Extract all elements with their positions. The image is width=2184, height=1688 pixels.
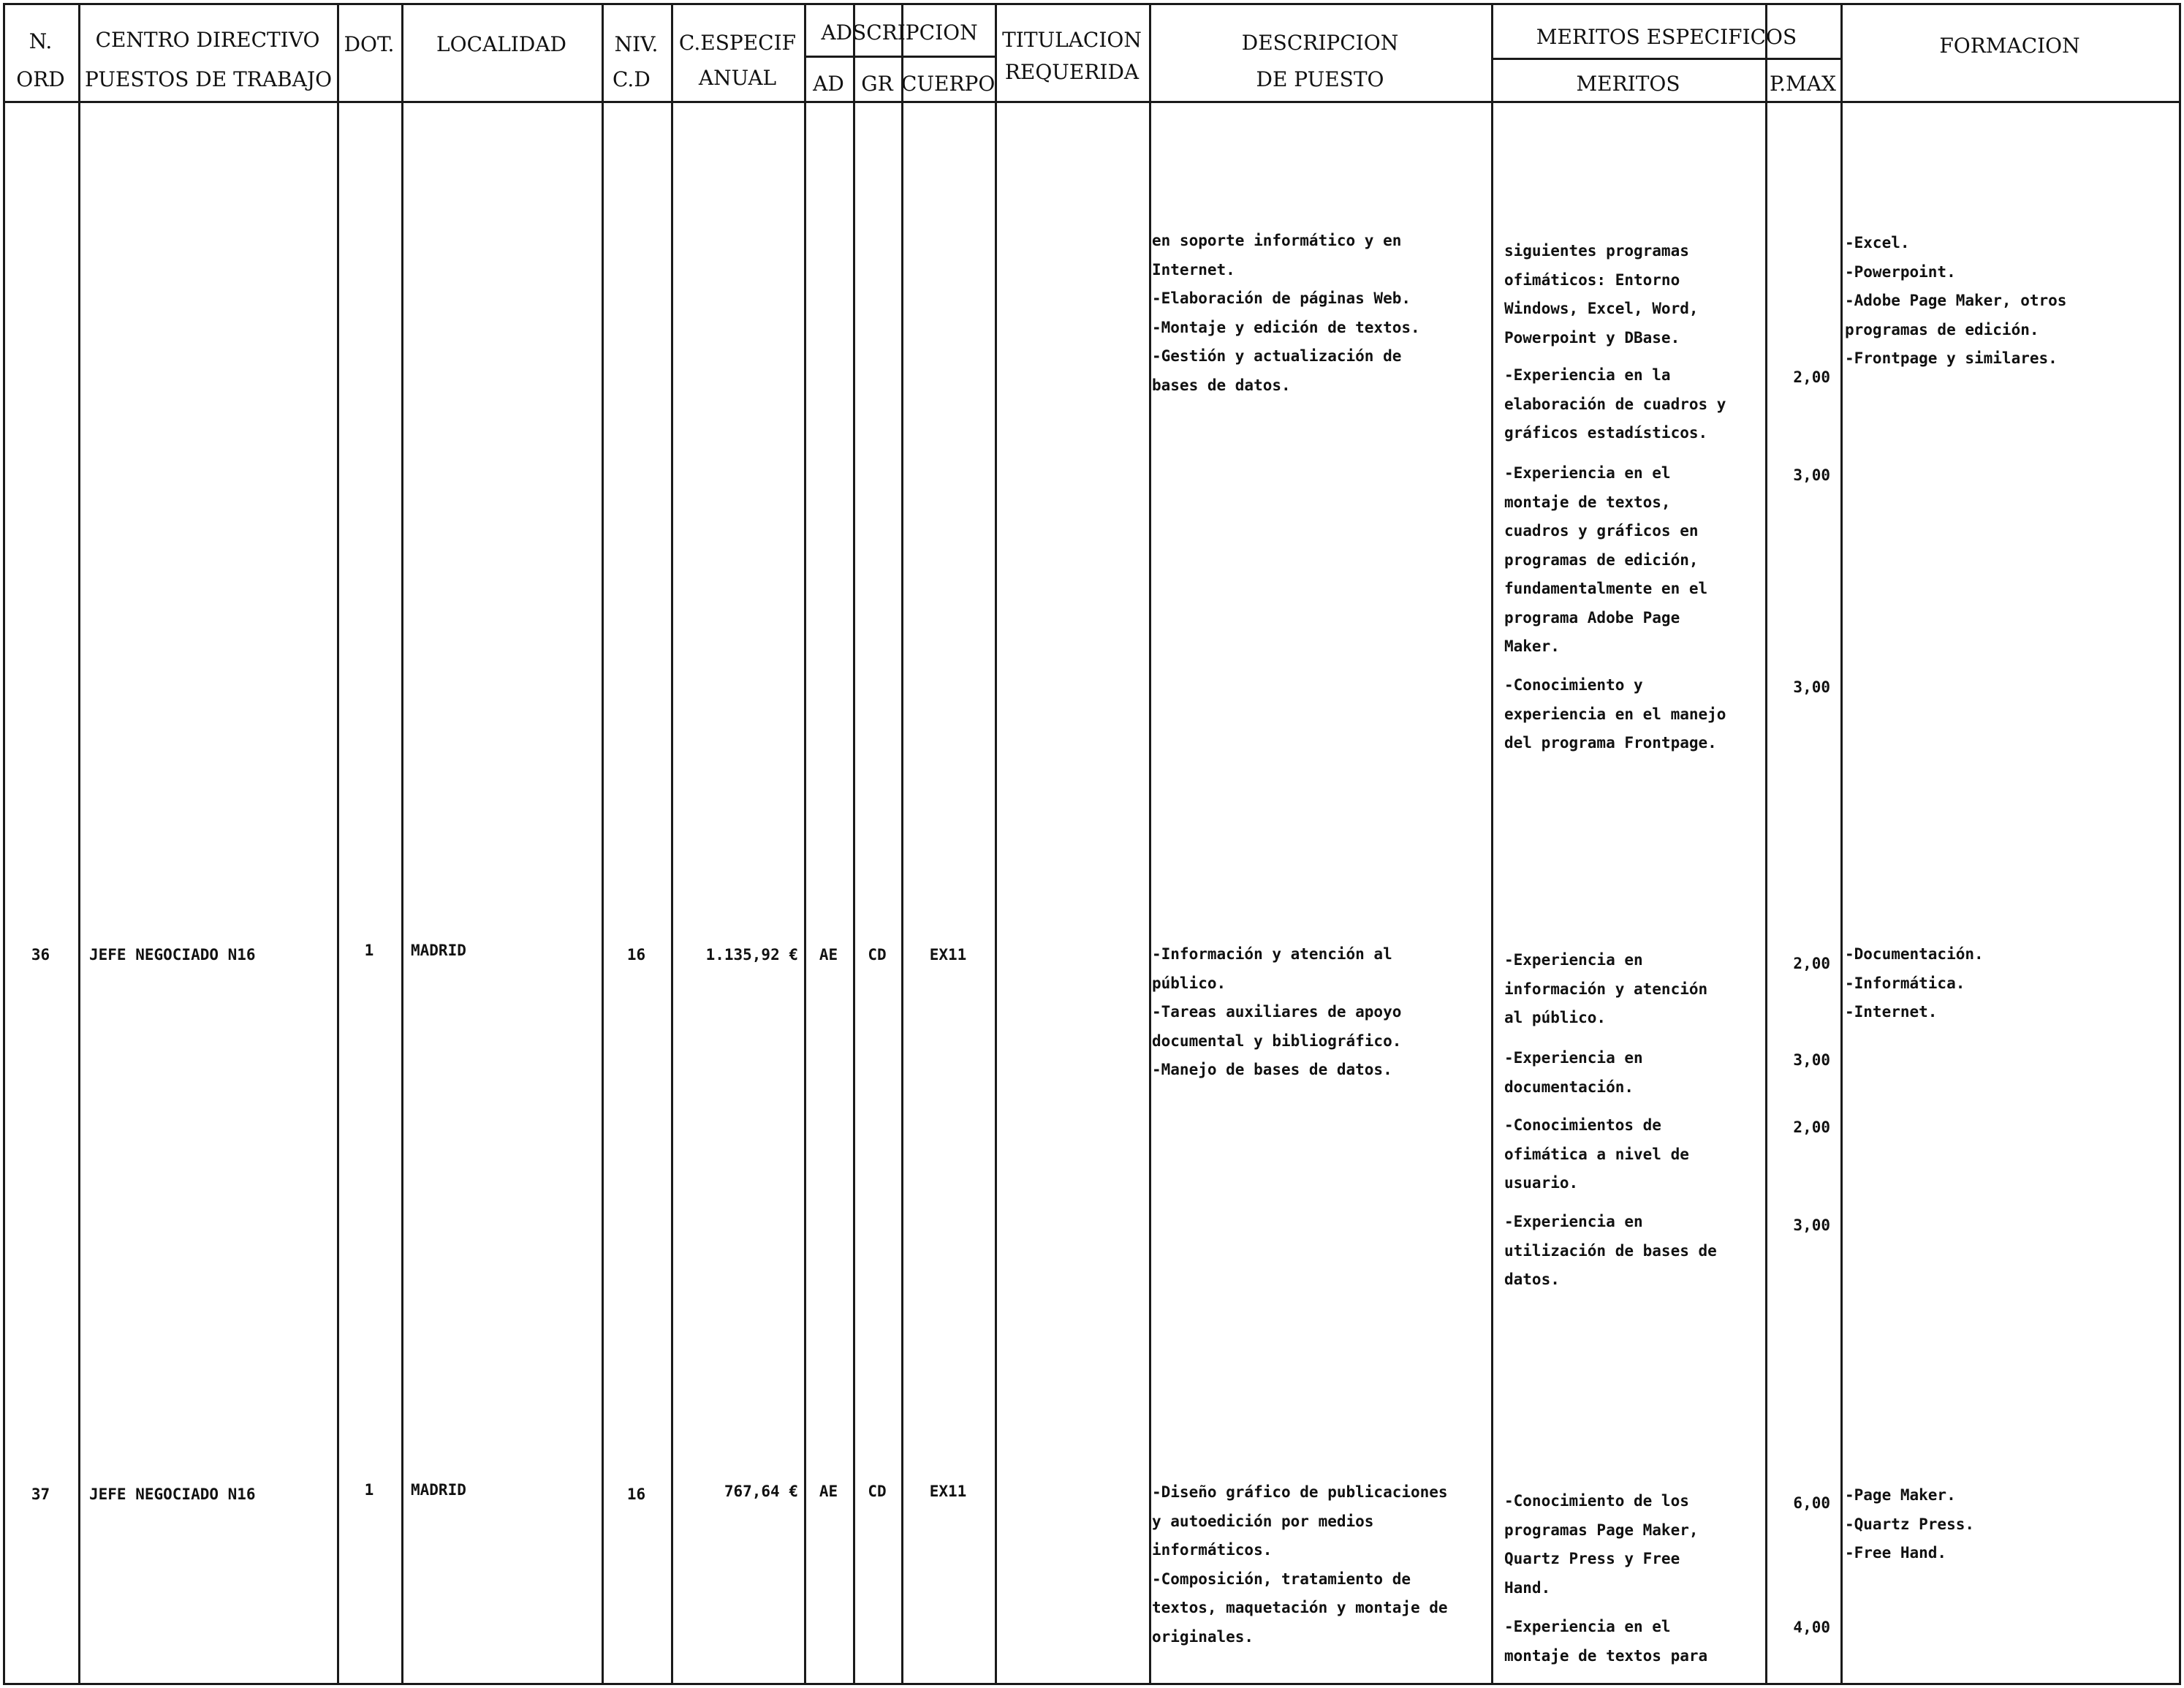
cont-merito: -Experiencia en el montaje de textos, cuadros y gráficos en programas de edición, fundamentalmente en el programa Adobe Page Maker. (1504, 464, 1708, 655)
row-niv: 16 (626, 1485, 646, 1503)
row-merito-pmax: 4,00 (1793, 1619, 1830, 1636)
row-formacion: -Page Maker. -Quartz Press. -Free Hand. (1845, 1486, 1975, 1562)
header-requerida: REQUERIDA (1004, 60, 1140, 84)
header-niv: NIV. (614, 32, 659, 56)
header-anual: ANUAL (698, 66, 777, 90)
col-border (3, 3, 5, 1684)
row-cespecif: 767,64 € (724, 1483, 798, 1500)
header-puestos-trabajo: PUESTOS DE TRABAJO (85, 67, 333, 91)
row-merito: -Experiencia en utilización de bases de datos. (1504, 1213, 1717, 1288)
header-cuerpo: CUERPO (901, 72, 996, 96)
header-localidad: LOCALIDAD (436, 32, 566, 56)
col-border (1840, 3, 1843, 1684)
header-formacion: FORMACION (1939, 34, 2080, 58)
cont-descripcion: en soporte informático y en Internet. -Elaboración de páginas Web. -Montaje y edición de textos. -Gestión y actualización de bases de datos. (1152, 232, 1420, 394)
row-n-ord: 37 (31, 1485, 50, 1503)
header-meritos: MERITOS (1576, 72, 1680, 96)
cont-merito: -Conocimiento y experiencia en el manejo del programa Frontpage. (1504, 676, 1726, 752)
header-gr: GR (861, 72, 893, 96)
header-ord: ORD (16, 67, 65, 91)
header-centro-directivo: CENTRO DIRECTIVO (95, 28, 320, 52)
row-merito-pmax: 3,00 (1793, 1216, 1830, 1234)
row-merito-pmax: 2,00 (1793, 955, 1830, 972)
row-cuerpo: EX11 (929, 946, 967, 964)
row-localidad: MADRID (411, 942, 466, 959)
col-border (1149, 3, 1151, 1684)
header-pmax: P.MAX (1770, 72, 1836, 96)
row-descripcion: -Información y atención al público. -Tareas auxiliares de apoyo documental y bibliográfico. -Manejo de bases de datos. (1152, 945, 1402, 1078)
row-cespecif: 1.135,92 € (705, 946, 798, 964)
row-descripcion: -Diseño gráfico de publicaciones y autoedición por medios informáticos. -Composición, tratamiento de textos, maquetación y montaje de originales. (1152, 1483, 1448, 1646)
adscripcion-sub-border (806, 56, 995, 58)
col-border (602, 3, 604, 1684)
header-n: N. (29, 29, 53, 53)
cont-merito-pmax: 3,00 (1793, 466, 1830, 484)
header-de-puesto: DE PUESTO (1256, 67, 1384, 91)
row-cuerpo: EX11 (929, 1483, 967, 1500)
row-gr: CD (868, 946, 887, 964)
cont-merito: -Experiencia en la elaboración de cuadros y gráficos estadísticos. (1504, 366, 1726, 442)
col-border (671, 3, 673, 1684)
cont-merito-pmax: 3,00 (1793, 678, 1830, 696)
table-bottom-border (3, 1683, 2181, 1685)
col-border (337, 3, 339, 1684)
col-border (78, 3, 80, 1684)
header-meritos-especificos: MERITOS ESPECIFICOS (1536, 25, 1797, 49)
col-border (995, 3, 997, 1684)
row-merito-pmax: 2,00 (1793, 1119, 1830, 1136)
row-localidad: MADRID (411, 1481, 466, 1499)
cont-formacion: -Excel. -Powerpoint. -Adobe Page Maker, otros programas de edición. -Frontpage y similares. (1845, 234, 2067, 367)
row-merito: -Experiencia en información y atención al público. (1504, 951, 1708, 1026)
col-border (401, 3, 403, 1684)
col-border (1491, 3, 1493, 1684)
row-puesto: JEFE NEGOCIADO N16 (89, 1485, 256, 1503)
col-border (901, 3, 903, 1684)
header-descripcion: DESCRIPCION (1241, 31, 1399, 55)
row-merito: -Conocimientos de ofimática a nivel de usuario. (1504, 1116, 1689, 1192)
row-merito: -Experiencia en documentación. (1504, 1049, 1643, 1096)
row-gr: CD (868, 1483, 887, 1500)
row-merito-pmax: 3,00 (1793, 1051, 1830, 1069)
row-niv: 16 (626, 946, 646, 964)
row-dot: 1 (364, 942, 374, 959)
col-border (2179, 3, 2181, 1684)
col-border (804, 3, 806, 1684)
header-cd: C.D (613, 67, 651, 91)
meritos-sub-border (1491, 58, 1842, 60)
table-top-border (3, 3, 2181, 5)
header-ad: AD (813, 72, 844, 96)
cont-merito: siguientes programas ofimáticos: Entorno Windows, Excel, Word, Powerpoint y DBase. (1504, 242, 1699, 347)
row-merito: -Conocimiento de los programas Page Maker, Quartz Press y Free Hand. (1504, 1492, 1699, 1597)
row-merito: -Experiencia en el montaje de textos para (1504, 1618, 1708, 1665)
col-border (1765, 3, 1767, 1684)
col-border (853, 3, 855, 1684)
header-dot: DOT. (344, 32, 395, 56)
cont-merito-pmax: 2,00 (1793, 368, 1830, 386)
row-ad: AE (819, 1483, 838, 1500)
row-dot: 1 (364, 1481, 374, 1499)
header-bottom-border (3, 101, 2181, 103)
row-n-ord: 36 (31, 946, 50, 964)
row-merito-pmax: 6,00 (1793, 1494, 1830, 1512)
row-ad: AE (819, 946, 838, 964)
row-formacion: -Documentación. -Informática. -Internet. (1845, 945, 1984, 1021)
header-titulacion: TITULACION (1002, 28, 1142, 52)
header-adscripcion: ADSCRIPCION (821, 20, 978, 45)
row-puesto: JEFE NEGOCIADO N16 (89, 946, 256, 964)
header-cespecif: C.ESPECIF (678, 31, 797, 55)
